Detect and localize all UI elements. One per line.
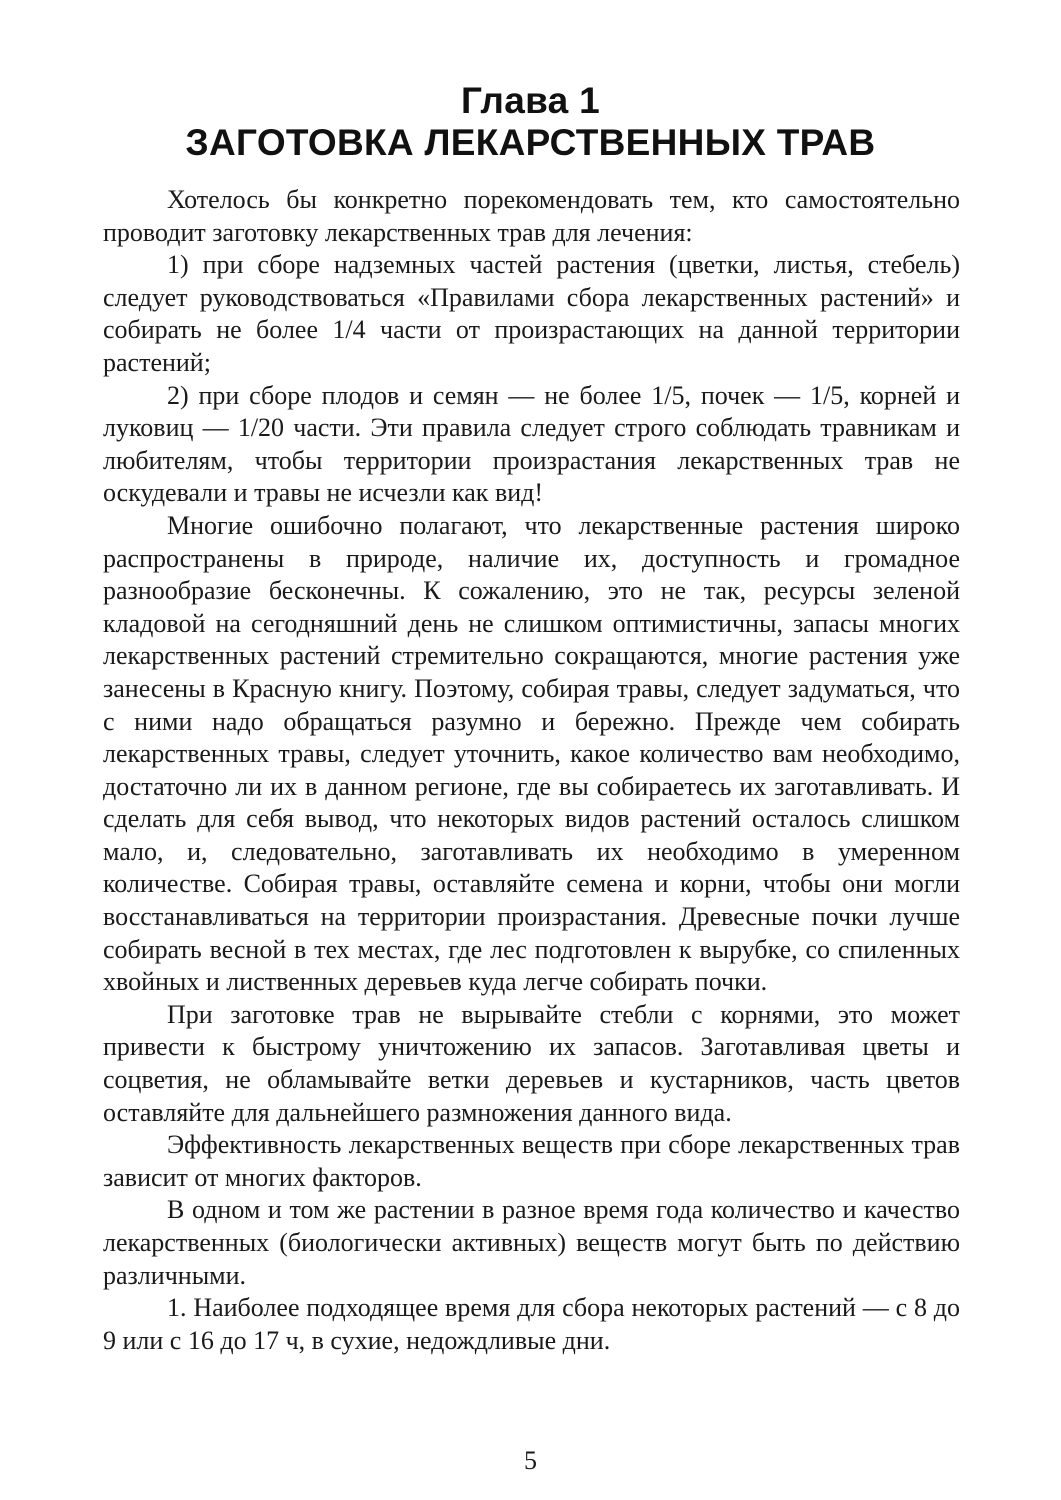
- page-number: 5: [524, 1446, 537, 1475]
- paragraph-rule-1: 1) при сборе надземных частей растения (цветки, листья, стебель) следует руководствоваться «Правилами сбора лекарственных растений» и собирать не более 1/4 части от произрастающих на данной территории растений;: [103, 250, 960, 377]
- paragraph-harvesting: При заготовке трав не вырывайте стебли с корнями, это может привести к быстрому уничтожению их запасов. Заготавливая цветы и соцветия, не обламывайте ветки деревьев и кустарников, часть цветов оставляйте для дальнейшего размножения данного вида.: [103, 999, 960, 1127]
- paragraph-intro: Хотелось бы конкретно порекомендовать тем, кто самостоятельно проводит заготовку лекарственных трав для лечения:: [103, 185, 960, 247]
- paragraph-effectiveness: Эффективность лекарственных веществ при сборе лекарственных трав зависит от многих факторов.: [103, 1130, 960, 1192]
- chapter-title: ЗАГОТОВКА ЛЕКАРСТВЕННЫХ ТРАВ: [185, 122, 876, 163]
- paragraph-time-of-day: 1. Наиболее подходящее время для сбора некоторых растений — с 8 до 9 или с 16 до 17 ч, в сухие, недождливые дни.: [103, 1293, 960, 1355]
- paragraph-resources: Многие ошибочно полагают, что лекарственные растения широко распространены в природе, наличие их, доступность и громадное разнообразие бесконечны. К сожалению, это не так, ресурсы зеленой кладовой на сегодняшний день не слишком оптимистичны, запасы многих лекарственных растений стремительно сокращаются, многие растения уже занесены в Красную книгу. Поэтому, собирая травы, следует задуматься, что с ними надо обращаться разумно и бережно. Прежде чем собирать лекарственных травы, следует уточнить, какое количество вам необходимо, достаточно ли их в данном регионе, где вы собираетесь их заготавливать. И сделать для себя вывод, что некоторых видов растений осталось слишком мало, и, следовательно, заготавливать их необходимо в умеренном количестве. Собирая травы, оставляйте семена и корни, чтобы они могли восстанавливаться на территории произрастания. Древесные почки лучше собирать весной в тех местах, где лес подготовлен к вырубке, со спиленных хвойных и лиственных деревьев куда легче собирать почки.: [103, 510, 960, 997]
- chapter-heading: [0, 80, 1061, 164]
- chapter-number: Глава 1: [460, 80, 600, 121]
- body-text: [103, 184, 960, 1357]
- paragraph-seasonal: В одном и том же растении в разное время года количество и качество лекарственных (биологически активных) веществ могут быть по действию различными.: [103, 1195, 960, 1290]
- paragraph-rule-2: 2) при сборе плодов и семян — не более 1/5, почек — 1/5, корней и луковиц — 1/20 части. Эти правила следует строго соблюдать травникам и любителям, чтобы территории произрастания лекарственных трав не оскудевали и травы не исчезли как вид!: [103, 380, 960, 508]
